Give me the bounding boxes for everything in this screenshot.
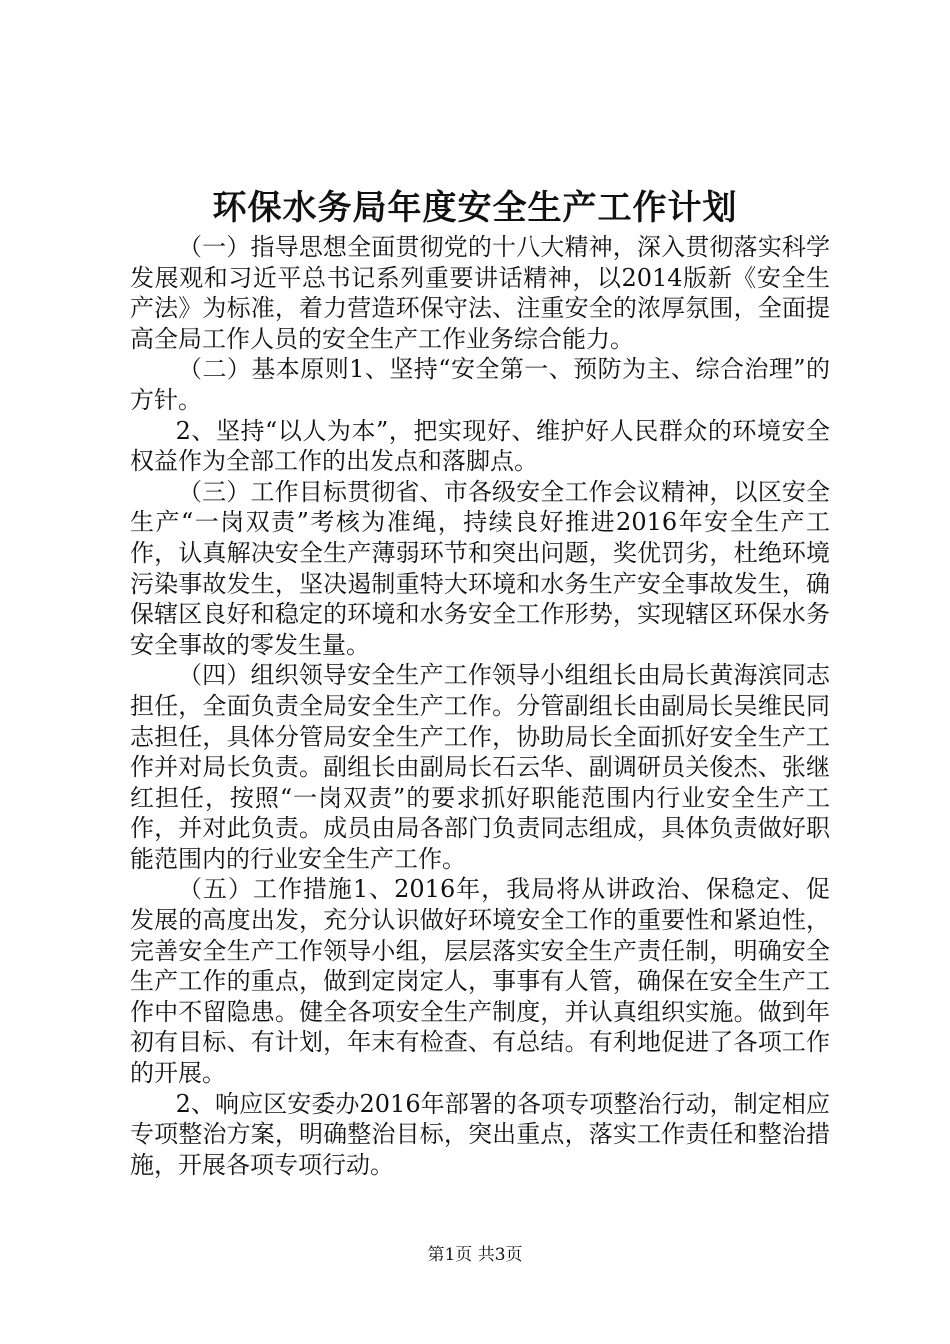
paragraph-work-goals: （三）工作目标贯彻省、市各级安全工作会议精神，以区安全生产“一岗双责”考核为准绳，持续良好推进2016年安全生产工作，认真解决安全生产薄弱环节和突出问题，奖优罚劣，杜绝环境污染事故发生，坚决遏制重特大环境和水务生产安全事故发生，确保辖区良好和稳定的环境和水务安全工作形势，实现辖区环保水务安全事故的零发生量。 (130, 477, 830, 659)
paragraph-organization-leadership: （四）组织领导安全生产工作领导小组组长由局长黄海滨同志担任，全面负责全局安全生产工作。分管副组长由副局长吴维民同志担任，具体分管局安全生产工作，协助局长全面抓好安全生产工作并对局长负责。副组长由副局长石云华、副调研员关俊杰、张继红担任，按照“一岗双责”的要求抓好职能范围内行业安全生产工作，并对此负责。成员由局各部门负责同志组成，具体负责做好职能范围内的行业安全生产工作。 (130, 661, 830, 873)
page-number-footer: 第1页 共3页 (427, 1245, 523, 1265)
paragraph-basic-principles: （二）基本原则1、坚持“安全第一、预防为主、综合治理”的方针。 (130, 355, 830, 414)
document-title: 环保水务局年度安全生产工作计划 (212, 188, 738, 228)
paragraph-guiding-ideology: （一）指导思想全面贯彻党的十八大精神，深入贯彻落实科学发展观和习近平总书记系列重要讲话精神，以2014版新《安全生产法》为标准，着力营造环保守法、注重安全的浓厚氛围，全面提高全局工作人员的安全生产工作业务综合能力。 (130, 233, 830, 353)
document-body (130, 232, 830, 1180)
paragraph-work-measures: （五）工作措施1、2016年，我局将从讲政治、保稳定、促发展的高度出发，充分认识做好环境安全工作的重要性和紧迫性，完善安全生产工作领导小组，层层落实安全生产责任制，明确安全生产工作的重点，做到定岗定人，事事有人管，确保在安全生产工作中不留隐患。健全各项安全生产制度，并认真组织实施。做到年初有目标、有计划，年末有检查、有总结。有利地促进了各项工作的开展。 (130, 875, 830, 1088)
paragraph-special-rectification: 2、响应区安委办2016年部署的各项专项整治行动，制定相应专项整治方案，明确整治目标，突出重点，落实工作责任和整治措施，开展各项专项行动。 (130, 1089, 830, 1179)
paragraph-people-oriented: 2、坚持“以人为本”，把实现好、维护好人民群众的环境安全权益作为全部工作的出发点和落脚点。 (130, 416, 830, 476)
